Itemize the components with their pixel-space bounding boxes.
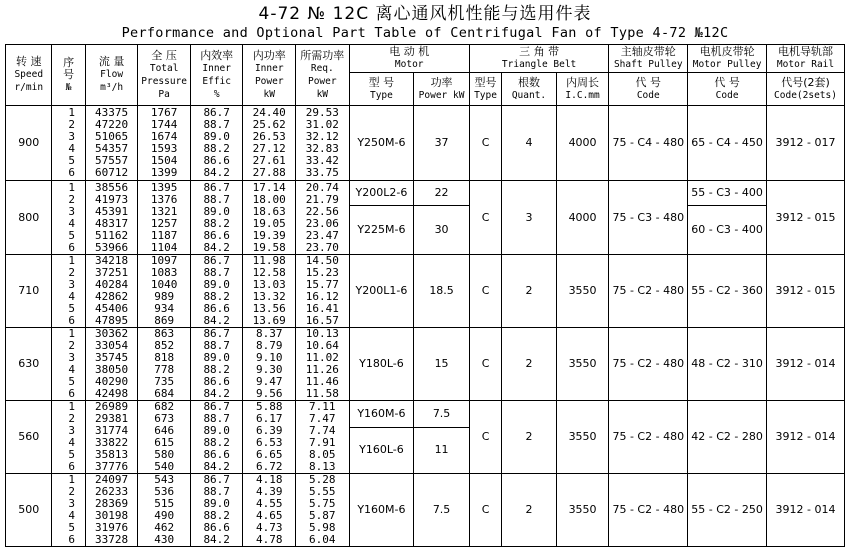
motor-power-cell: 22 (414, 181, 470, 206)
header-pressure: 全 压 Total Pressure Pa (138, 45, 191, 106)
motor-rail-cell: 3912 - 017 (767, 106, 845, 181)
inner-power-cell: 24.40 25.62 26.53 27.12 27.61 27.88 (243, 106, 296, 181)
table-row (6, 181, 845, 206)
motor-pulley-cell: 65 - C4 - 450 (688, 106, 767, 181)
motor-rail-cell: 3912 - 015 (767, 255, 845, 328)
req-power-cell: 29.53 31.02 32.12 32.83 33.42 33.75 (296, 106, 350, 181)
efficiency-cell: 86.7 88.7 89.0 88.2 86.6 84.2 (190, 401, 243, 474)
header-inner-power: 内功率 Inner Power kW (243, 45, 296, 106)
flow-cell: 34218 37251 40284 42862 45406 47895 (85, 255, 138, 328)
header-flow: 流 量 Flow m³/h (85, 45, 138, 106)
inner-power-cell: 8.37 8.79 9.10 9.30 9.47 9.56 (243, 328, 296, 401)
speed-cell: 500 (6, 474, 52, 547)
belt-type-cell: C (469, 328, 501, 401)
motor-pulley-cell: 48 - C2 - 310 (688, 328, 767, 401)
header-belt-quant: 根数 Quant. (502, 73, 557, 106)
motor-type-cell: Y200L2-6 (349, 181, 414, 206)
shaft-pulley-cell: 75 - C4 - 480 (609, 106, 688, 181)
flow-cell: 38556 41973 45391 48317 51162 53966 (85, 181, 138, 255)
flow-cell: 43375 47220 51065 54357 57557 60712 (85, 106, 138, 181)
req-power-cell: 10.13 10.64 11.02 11.26 11.46 11.58 (296, 328, 350, 401)
req-power-cell: 14.50 15.23 15.77 16.12 16.41 16.57 (296, 255, 350, 328)
belt-length-cell: 3550 (556, 255, 609, 328)
flow-cell: 24097 26233 28369 30198 31976 33728 (85, 474, 138, 547)
motor-rail-cell: 3912 - 014 (767, 401, 845, 474)
motor-pulley-cell: 55 - C3 - 400 (688, 181, 767, 206)
flow-cell: 26989 29381 31774 33822 35813 37776 (85, 401, 138, 474)
index-cell: 1 2 3 4 5 6 (52, 181, 85, 255)
motor-power-cell: 37 (414, 106, 470, 181)
belt-quant-cell: 2 (502, 255, 557, 328)
table-row (6, 328, 845, 401)
header-motor-pulley-code: 代 号 Code (688, 73, 767, 106)
motor-pulley-cell: 55 - C2 - 250 (688, 474, 767, 547)
belt-type-cell: C (469, 401, 501, 474)
performance-table (5, 44, 845, 547)
speed-cell: 710 (6, 255, 52, 328)
belt-length-cell: 4000 (556, 181, 609, 255)
req-power-cell: 5.28 5.55 5.75 5.87 5.98 6.04 (296, 474, 350, 547)
belt-type-cell: C (469, 106, 501, 181)
page-title: 4-72 № 12C 离心通风机性能与选用件表 (258, 4, 592, 24)
shaft-pulley-cell: 75 - C2 - 480 (609, 328, 688, 401)
table-row (6, 106, 845, 181)
header-shaft-code: 代 号 Code (609, 73, 688, 106)
page-subtitle: Performance and Optional Part Table of Centrifugal Fan of Type 4-72 №12C (121, 25, 729, 41)
header-motor-pulley: 电机皮带轮 Motor Pulley (688, 45, 767, 73)
header-motor-type: 型 号 Type (349, 73, 414, 106)
pressure-cell: 543 536 515 490 462 430 (138, 474, 191, 547)
index-cell: 1 2 3 4 5 6 (52, 328, 85, 401)
pressure-cell: 863 852 818 778 735 684 (138, 328, 191, 401)
belt-quant-cell: 2 (502, 474, 557, 547)
shaft-pulley-cell: 75 - C2 - 480 (609, 474, 688, 547)
inner-power-cell: 5.88 6.17 6.39 6.53 6.65 6.72 (243, 401, 296, 474)
header-req-power: 所需功率 Req. Power kW (296, 45, 350, 106)
motor-power-cell: 18.5 (414, 255, 470, 328)
efficiency-cell: 86.7 88.7 89.0 88.2 86.6 84.2 (190, 181, 243, 255)
motor-type-cell: Y160M-6 (349, 401, 414, 428)
motor-power-cell: 15 (414, 328, 470, 401)
pressure-cell: 1097 1083 1040 989 934 869 (138, 255, 191, 328)
motor-pulley-cell: 60 - C3 - 400 (688, 206, 767, 255)
belt-length-cell: 3550 (556, 328, 609, 401)
header-speed: 转 速 Speed r/min (6, 45, 52, 106)
motor-rail-cell: 3912 - 014 (767, 328, 845, 401)
belt-quant-cell: 2 (502, 401, 557, 474)
inner-power-cell: 4.18 4.39 4.55 4.65 4.73 4.78 (243, 474, 296, 547)
belt-type-cell: C (469, 181, 501, 255)
header-efficiency: 内效率 Inner Effic % (190, 45, 243, 106)
speed-cell: 630 (6, 328, 52, 401)
speed-cell: 800 (6, 181, 52, 255)
req-power-cell: 20.74 21.79 22.56 23.06 23.47 23.70 (296, 181, 350, 255)
motor-rail-cell: 3912 - 015 (767, 181, 845, 255)
inner-power-cell: 11.98 12.58 13.03 13.32 13.56 13.69 (243, 255, 296, 328)
efficiency-cell: 86.7 88.7 89.0 88.2 86.6 84.2 (190, 255, 243, 328)
req-power-cell: 7.11 7.47 7.74 7.91 8.05 8.13 (296, 401, 350, 474)
motor-type-cell: Y160L-6 (349, 427, 414, 473)
belt-length-cell: 3550 (556, 401, 609, 474)
efficiency-cell: 86.7 88.7 89.0 88.2 86.6 84.2 (190, 474, 243, 547)
belt-quant-cell: 3 (502, 181, 557, 255)
efficiency-cell: 86.7 88.7 89.0 88.2 86.6 84.2 (190, 328, 243, 401)
shaft-pulley-cell: 75 - C2 - 480 (609, 401, 688, 474)
index-cell: 1 2 3 4 5 6 (52, 255, 85, 328)
table-row (6, 255, 845, 328)
motor-power-cell: 11 (414, 427, 470, 473)
header-shaft-pulley: 主轴皮带轮 Shaft Pulley (609, 45, 688, 73)
belt-quant-cell: 4 (502, 106, 557, 181)
speed-cell: 900 (6, 106, 52, 181)
speed-cell: 560 (6, 401, 52, 474)
belt-length-cell: 3550 (556, 474, 609, 547)
motor-pulley-cell: 42 - C2 - 280 (688, 401, 767, 474)
shaft-pulley-cell: 75 - C3 - 480 (609, 181, 688, 255)
header-rail-code: 代号(2套) Code(2sets) (767, 73, 845, 106)
header-belt-type: 型号 Type (469, 73, 501, 106)
index-cell: 1 2 3 4 5 6 (52, 474, 85, 547)
table-row (6, 474, 845, 547)
efficiency-cell: 86.7 88.7 89.0 88.2 86.6 84.2 (190, 106, 243, 181)
index-cell: 1 2 3 4 5 6 (52, 401, 85, 474)
inner-power-cell: 17.14 18.00 18.63 19.05 19.39 19.58 (243, 181, 296, 255)
motor-power-cell: 7.5 (414, 401, 470, 428)
header-motor: 电 动 机 Motor (349, 45, 469, 73)
index-cell: 1 2 3 4 5 6 (52, 106, 85, 181)
pressure-cell: 1395 1376 1321 1257 1187 1104 (138, 181, 191, 255)
motor-pulley-cell: 55 - C2 - 360 (688, 255, 767, 328)
belt-length-cell: 4000 (556, 106, 609, 181)
table-row (6, 401, 845, 428)
pressure-cell: 1767 1744 1674 1593 1504 1399 (138, 106, 191, 181)
motor-type-cell: Y160M-6 (349, 474, 414, 547)
header-no: 序 号 № (52, 45, 85, 106)
header-belt-length: 内周长 I.C.mm (556, 73, 609, 106)
motor-type-cell: Y250M-6 (349, 106, 414, 181)
header-motor-rail: 电机导轨部 Motor Rail (767, 45, 845, 73)
motor-power-cell: 30 (414, 206, 470, 255)
belt-type-cell: C (469, 474, 501, 547)
belt-type-cell: C (469, 255, 501, 328)
shaft-pulley-cell: 75 - C2 - 480 (609, 255, 688, 328)
header-belt: 三 角 带 Triangle Belt (469, 45, 609, 73)
motor-power-cell: 7.5 (414, 474, 470, 547)
motor-type-cell: Y225M-6 (349, 206, 414, 255)
flow-cell: 30362 33054 35745 38050 40290 42498 (85, 328, 138, 401)
header-motor-power: 功率 Power kW (414, 73, 470, 106)
motor-type-cell: Y180L-6 (349, 328, 414, 401)
pressure-cell: 682 673 646 615 580 540 (138, 401, 191, 474)
belt-quant-cell: 2 (502, 328, 557, 401)
motor-rail-cell: 3912 - 014 (767, 474, 845, 547)
motor-type-cell: Y200L1-6 (349, 255, 414, 328)
